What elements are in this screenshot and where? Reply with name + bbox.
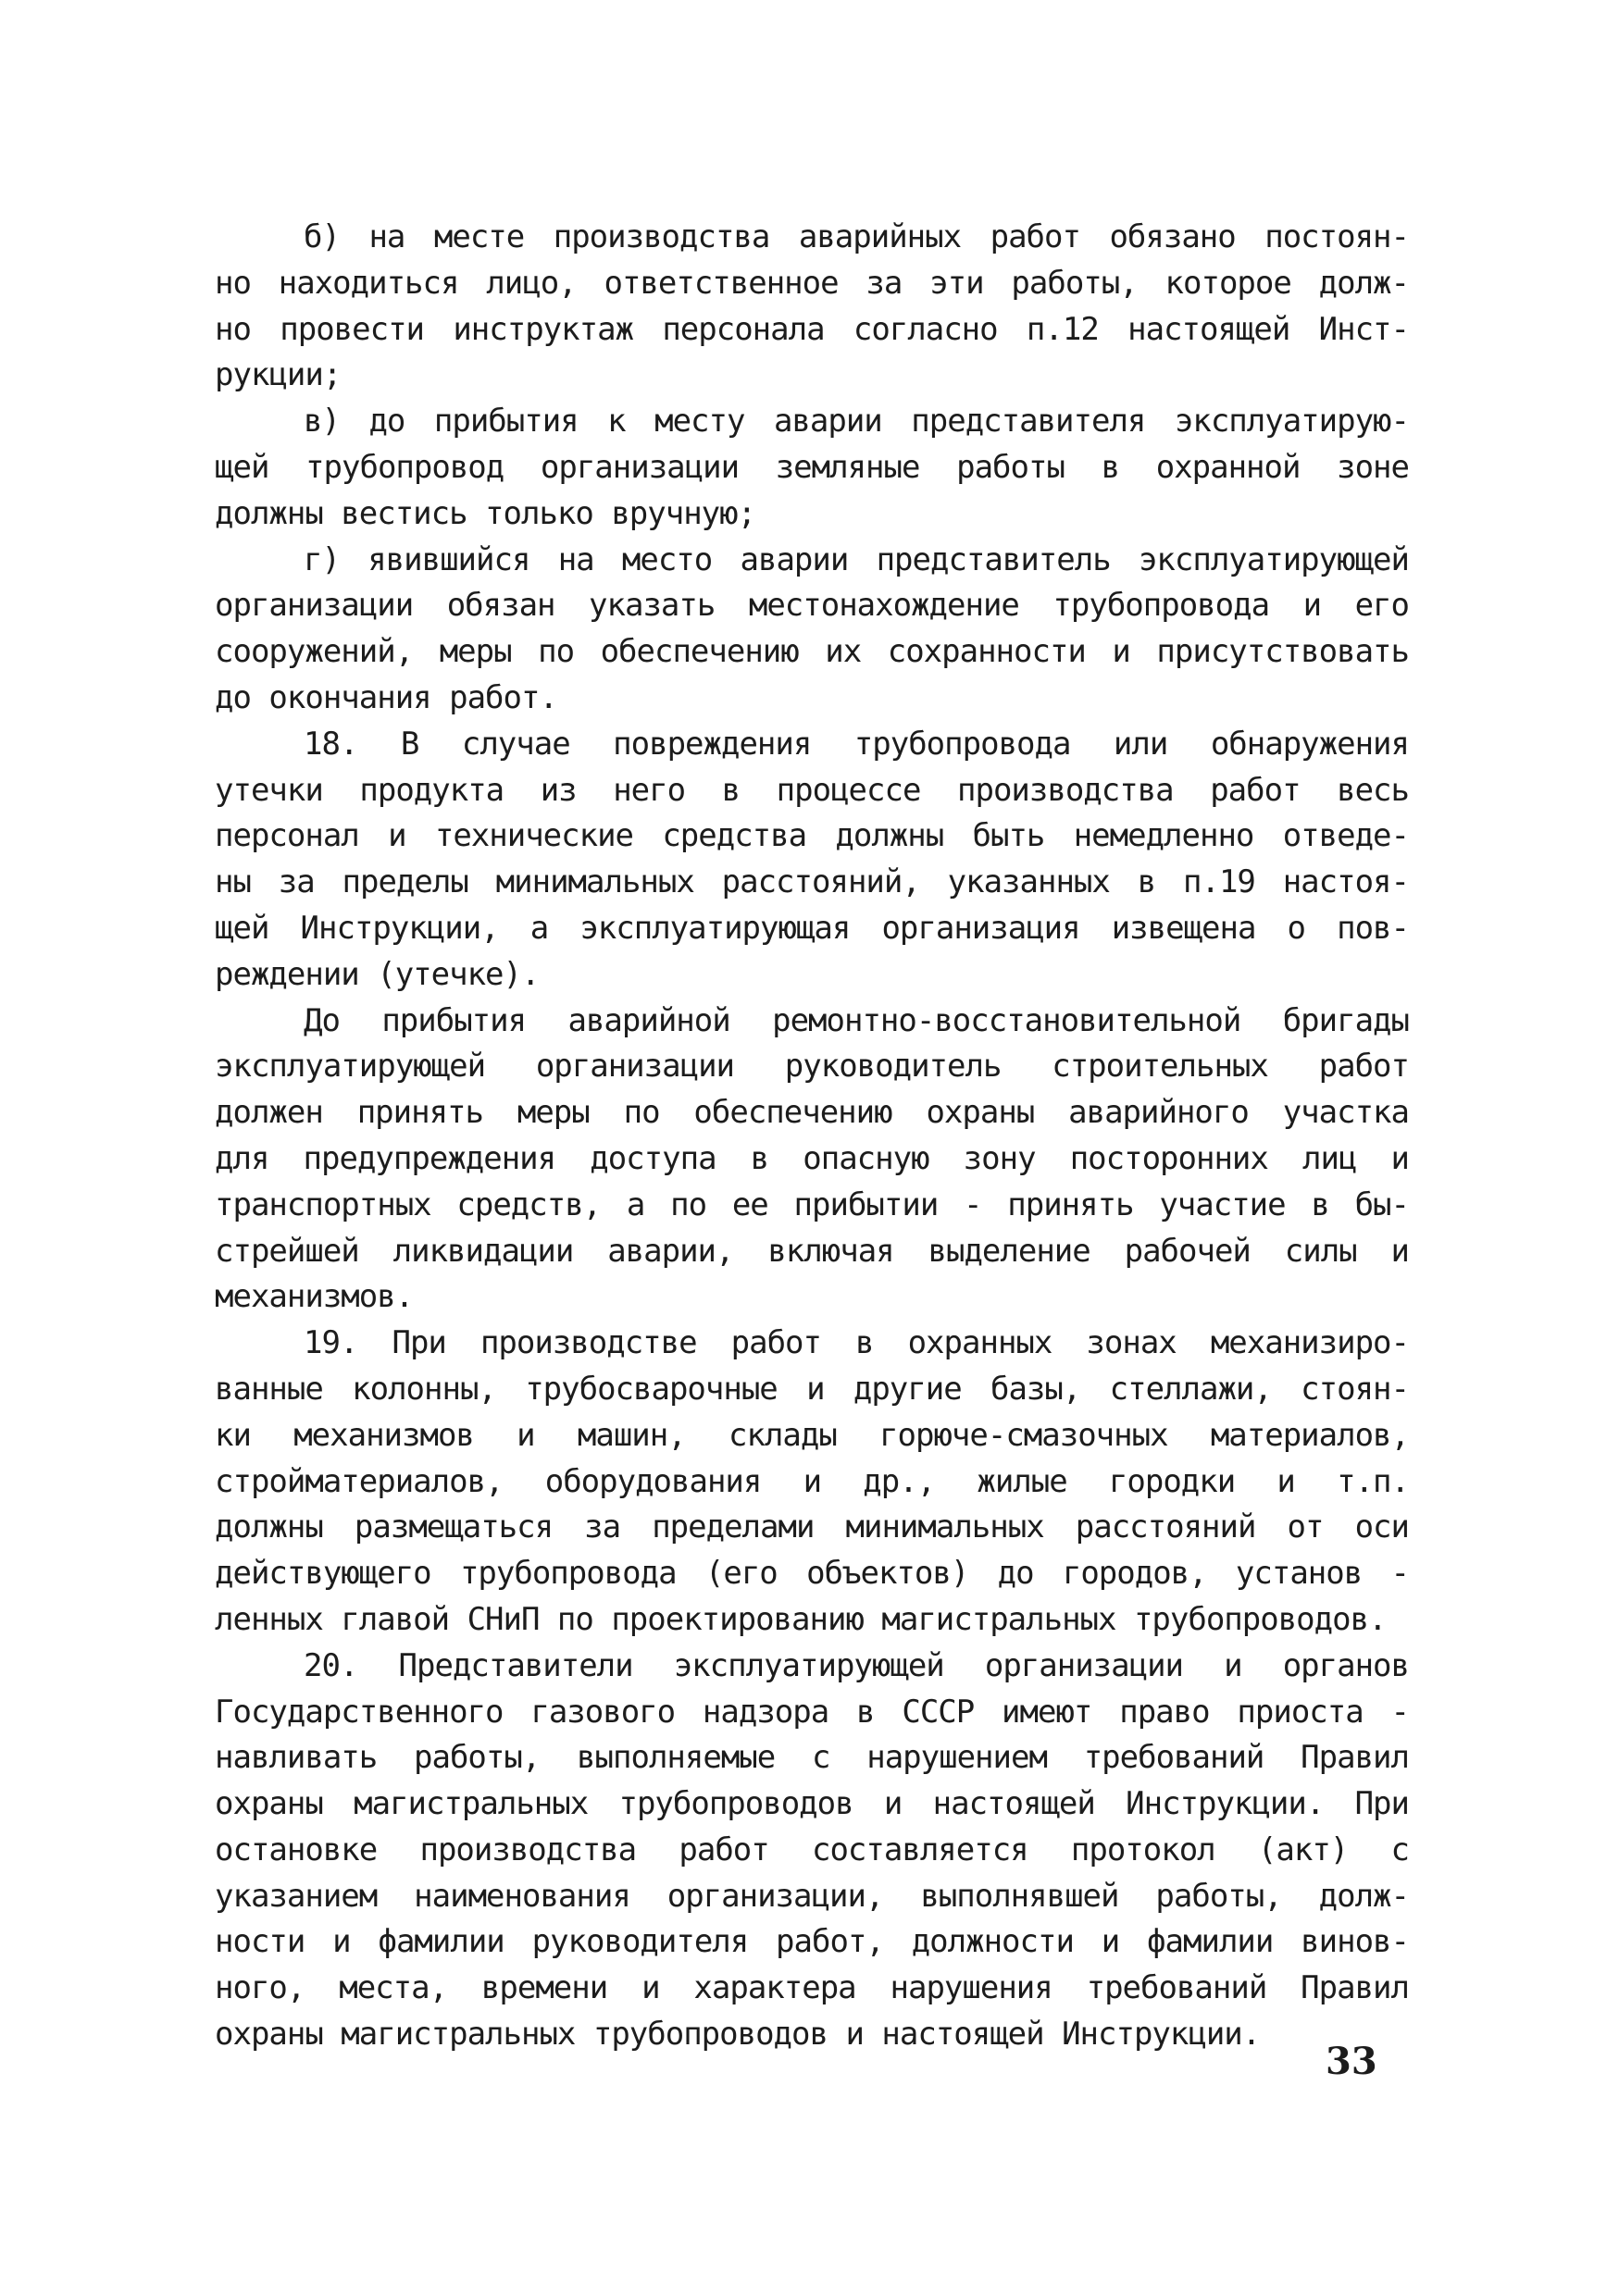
text-line: организации обязан указать местонахождение трубопровода и его <box>215 587 1409 625</box>
text-line: 18. В случае повреждения трубопровода или обнаружения <box>304 725 1409 763</box>
text-line: механизмов. <box>215 1278 414 1316</box>
page-number: 33 <box>1326 2040 1377 2083</box>
text-line: для предупреждения доступа в опасную зону посторонних лиц и <box>215 1139 1409 1177</box>
text-line: должны размещаться за пределами минимальных расстояний от оси <box>215 1508 1409 1546</box>
text-line: 20. Представители эксплуатирующей организации и органов <box>304 1646 1409 1684</box>
text-line: навливать работы, выполняемые с нарушением требований Правил <box>215 1739 1409 1777</box>
text-line: указанием наименования организации, выполнявшей работы, долж- <box>215 1877 1409 1915</box>
text-line: охраны магистральных трубопроводов и настоящей Инструкции. При <box>215 1785 1409 1823</box>
text-line: но находиться лицо, ответственное за эти работы, которое долж- <box>215 264 1409 302</box>
text-line: До прибытия аварийной ремонтно-восстановительной бригады <box>304 1001 1409 1039</box>
text-line: остановке производства работ составляется протокол (акт) с <box>215 1831 1409 1868</box>
text-line: но провести инструктаж персонала согласно п.12 настоящей Инст- <box>215 310 1409 348</box>
text-line: транспортных средств, а по ее прибытии - принять участие в бы- <box>215 1185 1409 1223</box>
text-line: щей Инструкции, а эксплуатирующая организация извещена о пов- <box>215 909 1409 947</box>
text-line: стрейшей ликвидации аварии, включая выделение рабочей силы и <box>215 1232 1409 1270</box>
text-line: ного, места, времени и характера нарушения требований Правил <box>215 1969 1409 2007</box>
text-line: ки механизмов и машин, склады горюче-смазочных материалов, <box>215 1416 1409 1454</box>
text-line: реждении (утечке). <box>215 955 540 993</box>
text-line: до окончания работ. <box>215 678 557 716</box>
text-line: б) на месте производства аварийных работ обязано постоян- <box>304 218 1409 255</box>
text-line: г) явившийся на место аварии представитель эксплуатирующей <box>304 540 1409 578</box>
text-line: сооружений, меры по обеспечению их сохранности и присутствовать <box>215 633 1409 671</box>
text-line: должен принять меры по обеспечению охраны аварийного участка <box>215 1094 1409 1132</box>
text-line: эксплуатирующей организации руководитель строительных работ <box>215 1048 1409 1086</box>
text-line: стройматериалов, оборудования и др., жилые городки и т.п. <box>215 1462 1409 1500</box>
text-line: персонал и технические средства должны быть немедленно отведе- <box>215 817 1409 855</box>
text-line: в) до прибытия к месту аварии представителя эксплуатирую- <box>304 403 1409 441</box>
text-line: должны вестись только вручную; <box>215 494 756 532</box>
text-line: действующего трубопровода (его объектов) до городов, установ - <box>215 1555 1409 1593</box>
text-line: щей трубопровод организации земляные работы в охранной зоне <box>215 448 1409 486</box>
document-body <box>215 215 1409 2058</box>
text-line: ванные колонны, трубосварочные и другие базы, стеллажи, стоян- <box>215 1370 1409 1408</box>
text-line: 19. При производстве работ в охранных зонах механизиро- <box>304 1324 1409 1362</box>
text-line: ны за пределы минимальных расстояний, указанных в п.19 настоя- <box>215 863 1409 901</box>
text-line: Государственного газового надзора в СССР имеют право приоста - <box>215 1693 1409 1731</box>
text-line: ленных главой СНиП по проектированию магистральных трубопроводов. <box>215 1600 1387 1638</box>
text-line: ности и фамилии руководителя работ, должности и фамилии винов- <box>215 1923 1409 1961</box>
text-line: утечки продукта из него в процессе производства работ весь <box>215 771 1409 809</box>
text-line: охраны магистральных трубопроводов и настоящей Инструкции. <box>215 2016 1261 2054</box>
text-line: рукции; <box>215 356 342 394</box>
